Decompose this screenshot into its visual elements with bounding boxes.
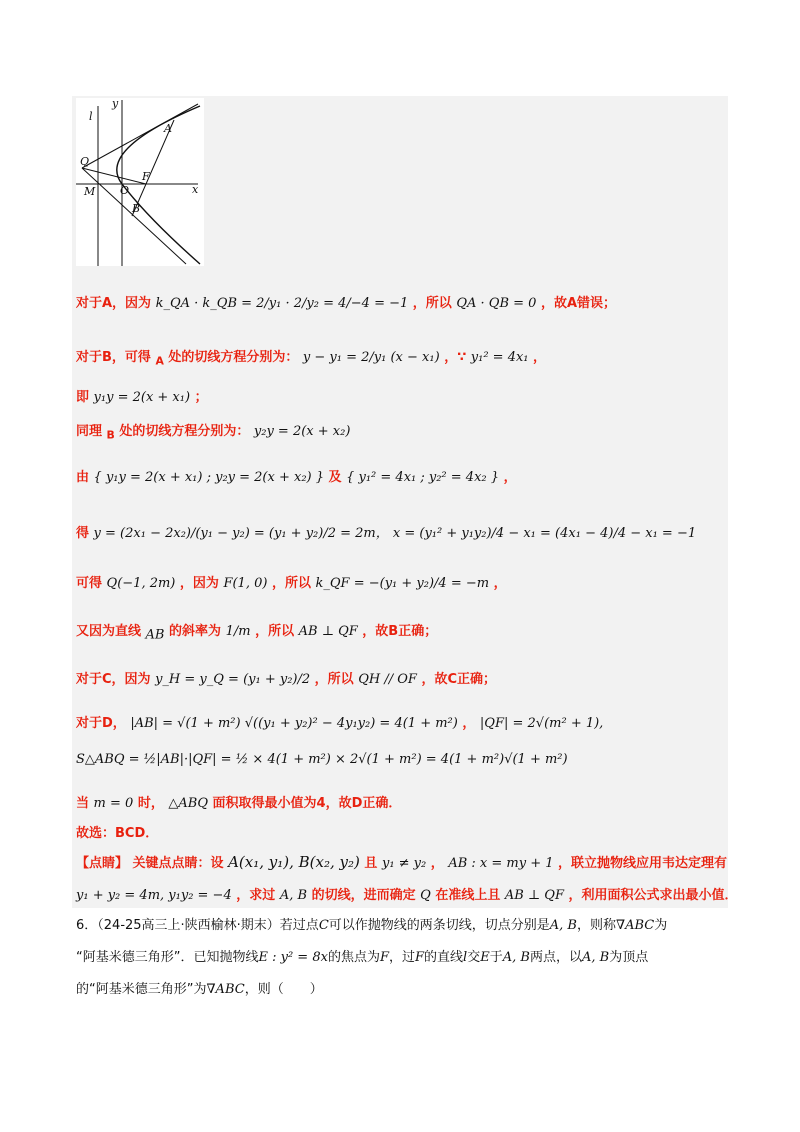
sol-line-j	[76, 712, 603, 731]
question-line-3	[76, 978, 323, 997]
sol-o-math: y₁ + y₂ = 4m, y₁y₂ = −4	[76, 888, 232, 903]
sol-line-k	[76, 752, 568, 767]
sol-b-math2: y₁² = 4x₁	[470, 350, 529, 365]
sol-line-a	[76, 292, 616, 311]
sol-m-text: 故选：BCD．	[76, 826, 159, 841]
sol-l-text: 当	[76, 796, 90, 811]
sol-j-text2: ，	[462, 716, 476, 731]
label-x: x	[192, 183, 199, 196]
q1-m1: C	[318, 918, 329, 933]
question-line-2	[76, 946, 648, 965]
q1-b: 可以作抛物线的两条切线，切点分别是	[328, 918, 550, 933]
parabola-figure	[76, 98, 204, 266]
sol-n-math: A(x₁, y₁), B(x₂, y₂)	[228, 853, 360, 871]
q2-m1: E : y² = 8x	[258, 950, 328, 965]
sol-n-text: 关键点点睛：设	[132, 856, 224, 871]
q2-b: 的焦点为	[327, 950, 380, 965]
q3-b: ，则（ ）	[244, 982, 323, 997]
sol-c1-text: 即	[76, 390, 90, 405]
q2-h: 为顶点	[609, 950, 649, 965]
sol-line-f	[76, 522, 696, 541]
q3-a: 的“阿基米德三角形”为	[76, 982, 207, 997]
sol-i-text3: ，故C正确；	[421, 672, 496, 687]
sol-o-math4: AB ⊥ QF	[504, 888, 564, 903]
sol-line-m	[76, 822, 158, 841]
sol-o-text2: 的切线，进而确定	[311, 888, 416, 903]
sol-b-text2: 处的切线方程分别为：	[168, 350, 299, 365]
q1-m3: ∇ABC	[616, 918, 655, 933]
q2-m2: F	[379, 950, 389, 965]
q2-a: “阿基米德三角形”．已知抛物线	[76, 950, 259, 965]
sol-n-math2: y₁ ≠ y₂	[381, 856, 427, 871]
sol-o-math2: A, B	[279, 888, 308, 903]
sol-e-text2: 及	[328, 470, 342, 485]
sol-h-text3: ，所以	[255, 624, 295, 639]
figure-svg	[76, 98, 204, 266]
sol-o-text3: 在准线上且	[435, 888, 501, 903]
sol-line-e	[76, 466, 517, 485]
sol-line-d	[76, 420, 350, 442]
sol-g-text4: ，	[493, 576, 507, 591]
label-y: y	[112, 98, 119, 110]
sol-k-math: S△ABQ = ½|AB|·|QF| = ½ × 4(1 + m²) × 2√(1 + m²) = 4(1 + m²)√(1 + m²)	[76, 752, 568, 767]
q2-m4: l	[463, 950, 468, 965]
sol-line-c1	[76, 386, 208, 405]
sol-h-sub: AB	[145, 627, 165, 643]
sol-b-text: 对于B，可得	[76, 350, 151, 365]
sol-d-text2: 处的切线方程分别为：	[119, 424, 250, 439]
sol-e-math: { y₁y = 2(x + x₁) ; y₂y = 2(x + x₂) }	[93, 470, 325, 485]
sol-line-o	[76, 884, 738, 903]
q3-m1: ∇ABC	[206, 982, 245, 997]
sol-h-text: 又因为直线	[76, 624, 142, 639]
sol-a-math: k_QA · k_QB = 2/y₁ · 2/y₂ = 4/−4 = −1	[155, 296, 409, 311]
sol-b-sub: A	[155, 354, 164, 368]
q2-m3: F	[415, 950, 425, 965]
sol-i-math: y_H = y_Q = (y₁ + y₂)/2	[155, 672, 311, 687]
sol-line-i	[76, 668, 496, 687]
sol-n-text3: ，	[430, 856, 444, 871]
sol-l-math2: △ABQ	[168, 796, 208, 811]
sol-line-h	[76, 620, 437, 643]
sol-h-math2: AB ⊥ QF	[298, 624, 358, 639]
label-q: Q	[80, 155, 90, 168]
segment-qf	[82, 168, 146, 184]
tip-label: 【点睛】	[76, 856, 129, 871]
sol-b-text3: ，∵	[444, 350, 467, 365]
sol-o-text: ，求过	[236, 888, 276, 903]
q1-c: ，则称	[577, 918, 617, 933]
sol-i-math2: QH // OF	[358, 672, 417, 687]
sol-c1-math: y₁y = 2(x + x₁)	[93, 390, 191, 405]
sol-d-sub: B	[106, 428, 115, 442]
q2-g: 两点，以	[529, 950, 582, 965]
sol-c1-text2: ；	[194, 390, 208, 405]
tangent-a	[82, 104, 198, 168]
sol-g-math3: k_QF = −(y₁ + y₂)/4 = −m	[315, 576, 490, 591]
q2-m7: A, B	[581, 950, 610, 965]
sol-e-text3: ，	[503, 470, 517, 485]
sol-h-text4: ，故B正确；	[362, 624, 438, 639]
sol-e-math2: { y₁² = 4x₁ ; y₂² = 4x₂ }	[346, 470, 500, 485]
sol-l-math: m = 0	[93, 796, 134, 811]
sol-a-math2: QA · QB = 0	[456, 296, 537, 311]
sol-d-text: 同理	[76, 424, 103, 439]
sol-g-math2: F(1, 0)	[223, 576, 268, 591]
sol-j-math2: |QF| = 2√(m² + 1),	[479, 716, 604, 731]
sol-o-math3: Q	[420, 888, 431, 903]
sol-d-math: y₂y = 2(x + x₂)	[253, 424, 351, 439]
label-o: O	[120, 184, 130, 197]
sol-line-g	[76, 572, 507, 591]
q2-f: 于	[489, 950, 503, 965]
q2-d: 的直线	[424, 950, 464, 965]
sol-a-text2: ，所以	[412, 296, 452, 311]
q1-a: 6．（24-25高三上·陕西榆林·期末）若过点	[76, 918, 319, 933]
sol-a-text: 对于A，因为	[76, 296, 152, 311]
sol-f-text: 得	[76, 526, 90, 541]
sol-line-n	[76, 852, 727, 871]
label-f: F	[142, 170, 150, 183]
sol-h-math: 1/m	[225, 624, 251, 639]
q2-m6: A, B	[502, 950, 530, 965]
sol-e-text: 由	[76, 470, 90, 485]
sol-line-l	[76, 792, 401, 811]
sol-g-math: Q(−1, 2m)	[106, 576, 176, 591]
sol-f-math: y = (2x₁ − 2x₂)/(y₁ − y₂) = (y₁ + y₂)/2 = 2m， x = (y₁² + y₁y₂)/4 − x₁ = (4x₁ − 4)/4 − x₁ = −1	[93, 526, 697, 541]
label-b: B	[132, 202, 141, 215]
q1-d: 为	[654, 918, 668, 933]
sol-g-text2: ，因为	[179, 576, 219, 591]
sol-g-text: 可得	[76, 576, 103, 591]
sol-g-text3: ，所以	[271, 576, 311, 591]
sol-j-math: |AB| = √(1 + m²) √((y₁ + y₂)² − 4y₁y₂) = 4(1 + m²)	[130, 716, 458, 731]
q2-e: 交	[467, 950, 481, 965]
sol-n-text4: ，联立抛物线应用韦达定理有	[558, 856, 728, 871]
q2-m5: E	[480, 950, 490, 965]
sol-l-text3: 面积取得最小值为4，故D正确．	[212, 796, 402, 811]
q2-c: ，过	[388, 950, 415, 965]
sol-b-text4: ，	[533, 350, 547, 365]
sol-line-b	[76, 346, 546, 368]
label-l: l	[89, 110, 93, 123]
sol-a-text3: ，故A错误；	[540, 296, 617, 311]
sol-l-text2: 时，	[137, 796, 164, 811]
label-a: A	[164, 122, 172, 135]
question-line-1	[76, 914, 667, 933]
sol-j-text: 对于D，	[76, 716, 126, 731]
label-m: M	[84, 185, 96, 198]
sol-b-math: y − y₁ = 2/y₁ (x − x₁)	[302, 350, 440, 365]
sol-i-text2: ，所以	[314, 672, 354, 687]
sol-h-text2: 的斜率为	[169, 624, 222, 639]
sol-o-text4: ，利用面积公式求出最小值．	[568, 888, 738, 903]
sol-n-math3: AB : x = my + 1	[448, 856, 554, 871]
sol-n-text2: 且	[364, 856, 378, 871]
sol-i-text: 对于C，因为	[76, 672, 151, 687]
q1-m2: A, B	[549, 918, 577, 933]
parabola-curve	[117, 106, 200, 264]
